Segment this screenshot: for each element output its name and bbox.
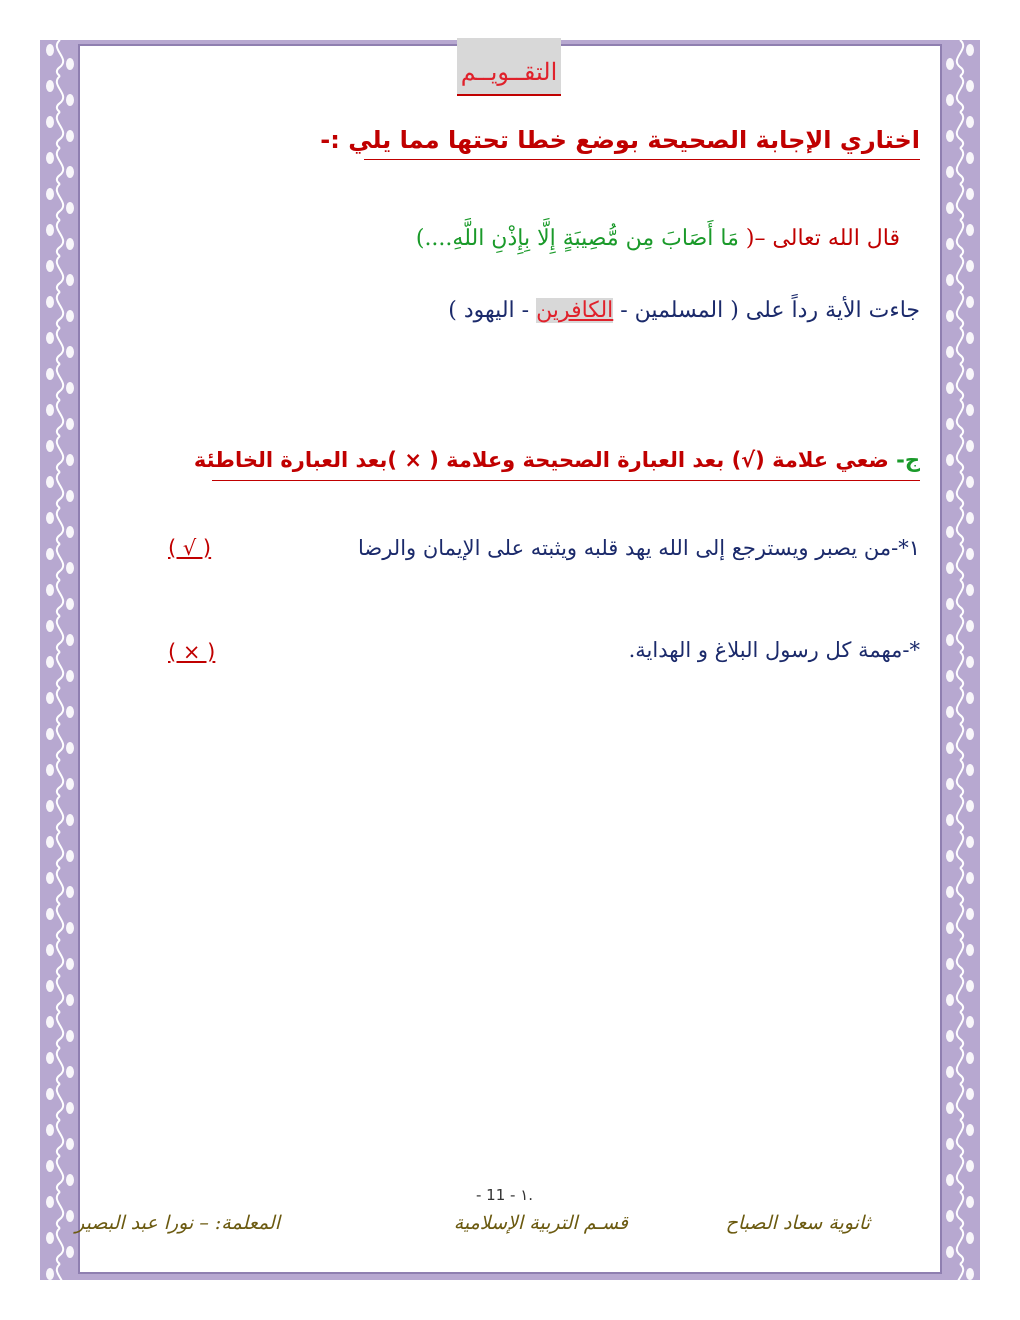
title-underline [457, 94, 561, 96]
section-c-heading [194, 448, 920, 472]
statement-2: *-مهمة كل رسول البلاغ و الهداية. [628, 638, 920, 662]
choice-prefix: جاءت الأية رداً على ( المسلمين - [613, 298, 920, 323]
footer-school-name: ثانوية سعاد الصباح [725, 1212, 870, 1234]
footer-teacher-name: المعلمة: – نورا عبد البصير [75, 1212, 280, 1234]
statement-2-answer-mark: ( × ) [168, 640, 216, 664]
quran-verse-line [416, 226, 900, 251]
section-c-underline [212, 480, 920, 481]
question-heading: اختاري الإجابة الصحيحة بوضع خطا تحتها مما يلي :- [320, 126, 920, 154]
footer-department: قسـم التربية الإسلامية [453, 1212, 628, 1234]
verse-text: مَا أَصَابَ مِن مُّصِيبَةٍ إِلَّا بِإِذْنِ اللَّهِ....) [415, 226, 746, 251]
correct-answer-highlight: الكافرين [536, 298, 614, 323]
page-number: - 11 - ١. [476, 1186, 534, 1204]
section-instructions: ضعي علامة (√) بعد العبارة الصحيحة وعلامة ( × )بعد العبارة الخاطئة [193, 448, 897, 472]
section-letter: ج- [896, 448, 920, 472]
decorative-vine-border-right [941, 40, 979, 1280]
question-heading-underline [364, 159, 920, 160]
statement-1: ١*-من يصبر ويسترجع إلى الله يهد قلبه ويثبته على الإيمان والرضا [357, 536, 920, 560]
decorative-vine-border-left [41, 40, 79, 1280]
worksheet-page [75, 46, 940, 1272]
statement-1-answer-mark: ( √ ) [168, 536, 212, 560]
verse-intro: قال الله تعالى –( [745, 226, 900, 251]
multiple-choice-question [448, 298, 920, 323]
page-title: التقــويــم [460, 58, 558, 86]
choice-suffix: - اليهود ) [448, 298, 537, 323]
